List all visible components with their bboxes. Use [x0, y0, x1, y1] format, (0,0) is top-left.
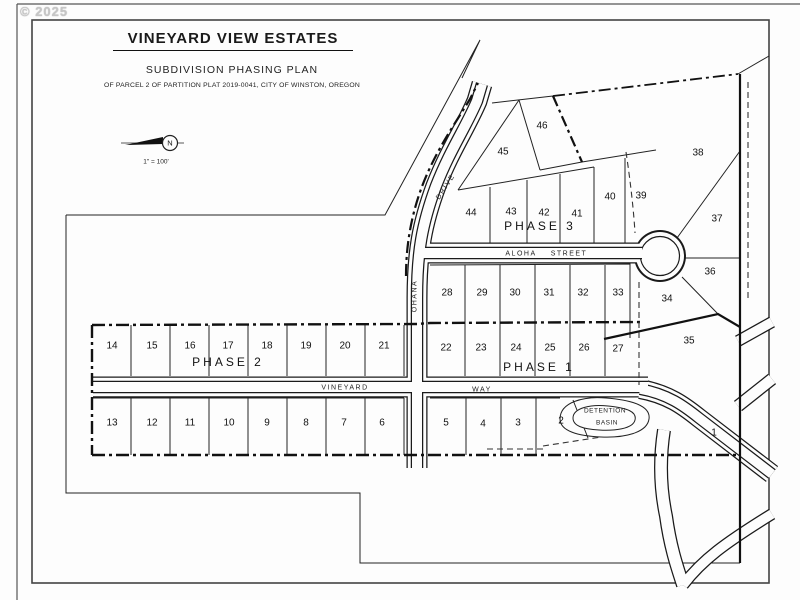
lot-29-number: 29 — [476, 287, 488, 299]
street-label-drive: DRIVE — [435, 172, 457, 202]
roads — [93, 84, 772, 585]
lot-6-number: 6 — [379, 417, 385, 429]
lot-24-number: 24 — [510, 342, 522, 354]
lot-35-number: 35 — [683, 335, 695, 347]
lot-28-number: 28 — [441, 287, 453, 299]
plan-title: VINEYARD VIEW ESTATES — [113, 30, 353, 51]
lot-11-number: 11 — [184, 417, 196, 429]
detention-basin-label-line1: DETENTION — [583, 407, 627, 415]
lot-1-number: 1 — [711, 427, 717, 439]
lot-23-number: 23 — [475, 342, 487, 354]
detention-basin-label-line2: BASIN — [595, 419, 619, 427]
lot-34-number: 34 — [661, 293, 673, 305]
street-label-vineyard: VINEYARD — [321, 384, 369, 392]
street-label-ohana: OHANA — [411, 279, 419, 313]
lot-20-number: 20 — [339, 340, 351, 352]
lot-10-number: 10 — [223, 417, 235, 429]
phase-2-label: PHASE 2 — [192, 355, 264, 369]
lot-5-number: 5 — [443, 417, 449, 429]
plan-subtitle: SUBDIVISION PHASING PLAN — [145, 64, 319, 76]
lot-45-number: 45 — [497, 146, 509, 158]
plan-description: OF PARCEL 2 OF PARTITION PLAT 2019-0041, CITY OF WINSTON, OREGON — [103, 82, 361, 89]
lot-25-number: 25 — [544, 342, 556, 354]
lot-41-number: 41 — [571, 208, 583, 220]
lot-14-number: 14 — [106, 340, 118, 352]
lot-33-number: 33 — [612, 287, 624, 299]
lot-13-number: 13 — [106, 417, 118, 429]
lot-44-number: 44 — [465, 207, 477, 219]
street-label-street: STREET — [550, 250, 588, 258]
lot-30-number: 30 — [509, 287, 521, 299]
lot-40-number: 40 — [604, 191, 616, 203]
lot-8-number: 8 — [303, 417, 309, 429]
lot-38-number: 38 — [692, 147, 704, 159]
north-arrow-icon — [121, 136, 184, 151]
lot-19-number: 19 — [300, 340, 312, 352]
lot-26-number: 26 — [578, 342, 590, 354]
lot-37-number: 37 — [711, 213, 723, 225]
lot-39-number: 39 — [635, 190, 647, 202]
phase-1-label: PHASE 1 — [503, 360, 575, 374]
lot-2-number: 2 — [558, 415, 564, 427]
lot-18-number: 18 — [261, 340, 273, 352]
lot-42-number: 42 — [538, 207, 550, 219]
lot-15-number: 15 — [146, 340, 158, 352]
lot-31-number: 31 — [543, 287, 555, 299]
lot-43-number: 43 — [505, 206, 517, 218]
lot-7-number: 7 — [341, 417, 347, 429]
street-label-aloha: ALOHA — [505, 250, 537, 258]
lot-32-number: 32 — [577, 287, 589, 299]
lot-4-number: 4 — [480, 418, 486, 430]
street-label-way: WAY — [472, 386, 492, 394]
lot-16-number: 16 — [184, 340, 196, 352]
copyright-watermark: © 2025 — [20, 4, 69, 19]
north-arrow-label: N — [167, 138, 173, 148]
lot-9-number: 9 — [264, 417, 270, 429]
lot-3-number: 3 — [515, 417, 521, 429]
scale-label: 1" = 100' — [143, 158, 169, 166]
lot-22-number: 22 — [440, 342, 452, 354]
lot-12-number: 12 — [146, 417, 158, 429]
phase-3-label: PHASE 3 — [504, 219, 576, 233]
lot-27-number: 27 — [612, 343, 624, 355]
lot-46-number: 46 — [536, 120, 548, 132]
lot-21-number: 21 — [378, 340, 390, 352]
lot-17-number: 17 — [222, 340, 234, 352]
lot-36-number: 36 — [704, 266, 716, 278]
